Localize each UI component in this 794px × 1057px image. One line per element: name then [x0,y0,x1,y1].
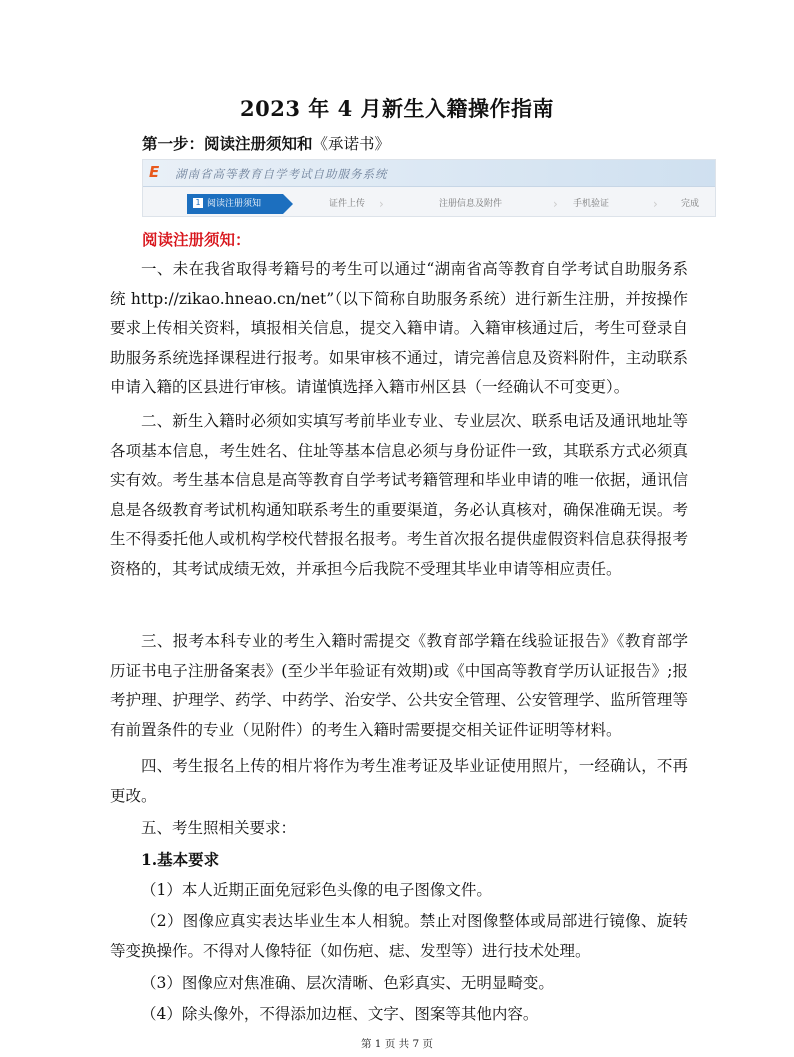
requirement-3: （3）图像应对焦准确、层次清晰、色彩真实、无明显畸变。 [141,974,554,992]
paragraph-2: 二、新生入籍时必须如实填写考前毕业专业、专业层次、联系电话及通讯地址等各项基本信息，考生姓名、住址等基本信息必须与身份证件一致，其联系方式必须真实有效。考生基本信息是高等教育自学考试考籍管理和毕业申请的唯一依据，通讯信息是各级教育考试机构通知联系考生的重要渠道，务必认真核对，确保准确无误。考生不得委托他人或机构学校代替报名报考。考生首次报名提供虚假资料信息获得报考资格的，其考试成绩无效，并承担今后我院不受理其毕业申请等相应责任。 [110,412,688,578]
requirement-2: （2）图像应真实表达毕业生本人相貌。禁止对图像整体或局部进行镜像、旋转等变换操作。不得对人像特征（如伤疤、痣、发型等）进行技术处理。 [110,912,688,960]
chevron-right-icon: › [653,197,658,211]
paragraph-4: 四、考生报名上传的相片将作为考生准考证及毕业证使用照片，一经确认，不再更改。 [110,757,688,805]
banner-header [143,160,715,187]
paragraph-1: 一、未在我省取得考籍号的考生可以通过“湖南省高等教育自学考试自助服务系统 http://zikao.hneao.cn/net”（以下简称自助服务系统）进行新生注册，并按操作要求上传相关资料，填报相关信息，提交入籍申请。入籍审核通过后，考生可登录自助服务系统选择课程进行报考。如果审核不通过，请完善信息及资料附件，主动联系申请入籍的区县进行审核。请谨慎选择入籍市州区县（一经确认不可变更）。 [110,260,688,396]
service-system-screenshot [142,159,716,217]
section-basic-requirements: 1.基本要求 [141,850,220,869]
progress-step-1 [187,194,283,214]
step-heading [142,132,390,154]
paragraph-5: 五、考生照相关要求： [141,819,297,837]
site-name: 湖南省高等教育自学考试自助服务系统 [175,167,388,181]
registration-progress [143,194,715,214]
progress-step-label: 阅读注册须知 [207,199,262,209]
progress-step-5: 完成 [681,199,700,209]
chevron-right-icon: › [379,197,384,211]
step-suffix: 《承诺书》 [312,135,391,153]
paragraph-3: 三、报考本科专业的考生入籍时需提交《教育部学籍在线验证报告》《教育部学历证书电子注册备案表》(至少半年验证有效期)或《中国高等教育学历认证报告》;报考护理、护理学、药学、中药学、治安学、公共安全管理、公安管理学、监所管理等有前置条件的专业（见附件）的考生入籍时需要提交相关证件证明等材料。 [110,632,688,739]
progress-step-2: 证件上传 [329,199,366,209]
step-number: 1 [193,198,203,208]
step-label: 第一步：阅读注册须知和 [142,134,313,153]
page-footer: 第 1 页 共 7 页 [360,1038,434,1050]
page-title: 2023 年 4 月新生入籍操作指南 [240,96,554,121]
requirement-4: （4）除头像外，不得添加边框、文字、图案等其他内容。 [141,1005,539,1023]
progress-step-4: 手机验证 [573,199,610,209]
system-logo-icon: E [149,163,160,181]
notice-heading: 阅读注册须知： [142,230,251,249]
requirement-1: （1）本人近期正面免冠彩色头像的电子图像文件。 [141,881,492,899]
chevron-right-icon: › [553,197,558,211]
progress-step-3: 注册信息及附件 [439,199,503,209]
